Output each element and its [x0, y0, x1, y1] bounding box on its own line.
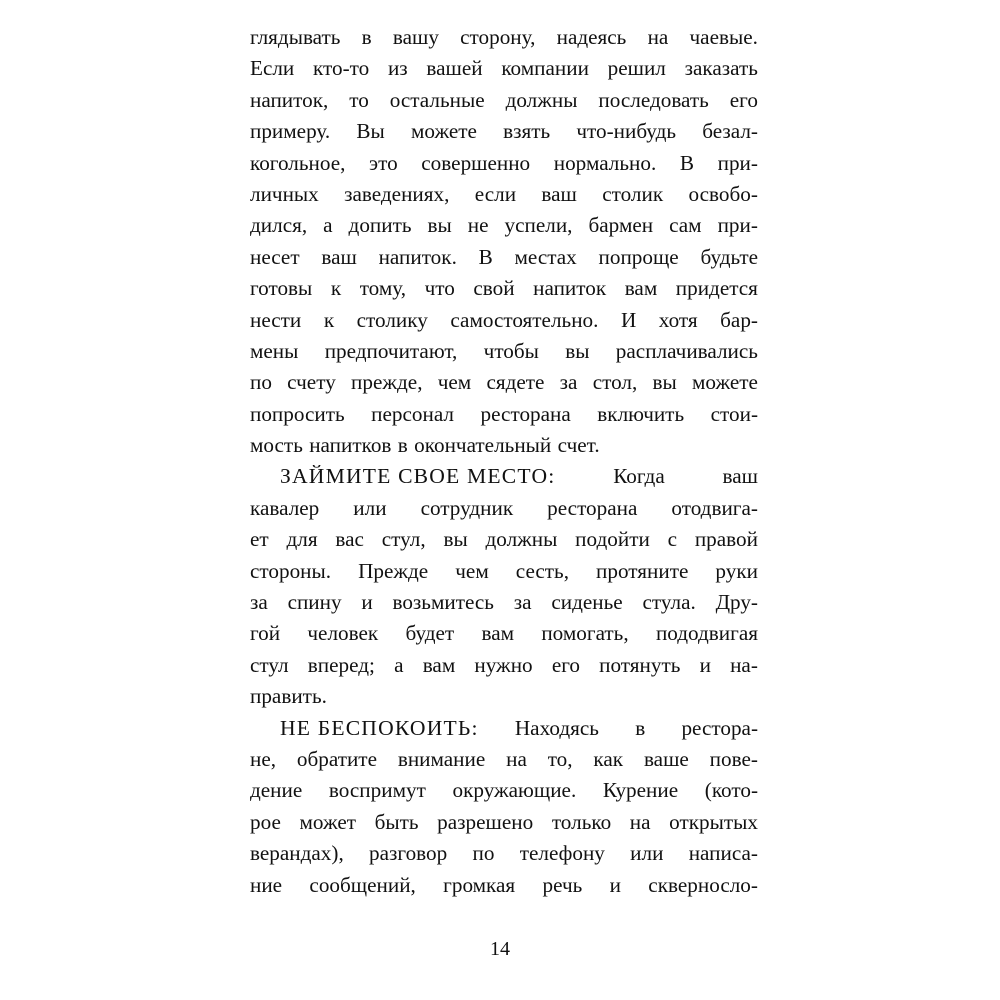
word: тому, — [359, 276, 407, 301]
word: столик — [602, 181, 664, 206]
word: нужно — [474, 652, 533, 677]
word: прежде, — [351, 370, 423, 395]
word: допить — [348, 213, 412, 238]
paragraph-line — [250, 179, 758, 210]
word: верандах), — [250, 841, 344, 866]
word: обратите — [296, 746, 377, 771]
word: заказать — [684, 56, 758, 81]
word: дение — [250, 778, 303, 803]
paragraph-line — [250, 681, 758, 712]
word: безал- — [702, 119, 758, 144]
word: попросить — [250, 401, 345, 426]
word: при- — [717, 213, 758, 238]
word: и — [609, 872, 621, 897]
word: пододвигая — [655, 621, 758, 646]
word: спину — [287, 590, 342, 615]
word: то, — [547, 746, 573, 771]
word: напитков — [309, 433, 392, 458]
word: будет — [405, 621, 455, 646]
word: рое — [250, 809, 281, 834]
word: вперед; — [307, 652, 375, 677]
word: напиток. — [378, 244, 457, 269]
word: Если — [250, 56, 295, 81]
word: стороны. — [250, 558, 332, 583]
word: вас — [335, 527, 364, 552]
word: если — [474, 181, 517, 206]
word: потянуть — [599, 652, 681, 677]
paragraph-line — [250, 210, 758, 241]
paragraph-run-in-heading: ЗАЙМИТЕ СВОЕ МЕСТО: — [280, 464, 556, 489]
word: кавалер — [250, 495, 320, 520]
paragraph-line — [250, 838, 758, 869]
page-number: 14 — [490, 938, 510, 960]
word: гой — [250, 621, 281, 646]
word: должны — [505, 87, 578, 112]
word: и — [699, 652, 711, 677]
word: за — [513, 590, 532, 615]
word: Дру- — [715, 590, 758, 615]
word: подойти — [575, 527, 650, 552]
word: его — [551, 652, 580, 677]
word: вашей — [426, 56, 483, 81]
word: придется — [675, 276, 758, 301]
word: не — [467, 213, 489, 238]
word: возьмитесь — [392, 590, 494, 615]
word: по — [250, 370, 272, 395]
word: пове- — [709, 746, 758, 771]
word: чаевые. — [689, 25, 758, 49]
word: сторону, — [460, 25, 536, 49]
word: совершенно — [421, 150, 531, 175]
word: это — [369, 150, 398, 175]
word: к — [330, 276, 342, 301]
word: сядете — [486, 370, 545, 395]
word: сотрудник — [420, 495, 514, 520]
word: скверносло- — [648, 872, 758, 897]
paragraph-line — [250, 53, 758, 84]
word: Курение — [602, 778, 679, 803]
word: глядывать — [250, 25, 341, 49]
word: расплачивались — [615, 338, 758, 363]
word: стои- — [710, 401, 758, 426]
word: быть — [374, 809, 419, 834]
word: стула. — [642, 590, 696, 615]
paragraph-line — [250, 650, 758, 681]
word: самостоятельно. — [450, 307, 599, 332]
paragraph-line — [250, 524, 758, 555]
word: свой — [473, 276, 515, 301]
word: написа- — [688, 841, 758, 866]
word: вы — [427, 213, 452, 238]
word: хотя — [658, 307, 698, 332]
word: готовы — [250, 276, 313, 301]
word: для — [286, 527, 318, 552]
paragraph-line — [250, 85, 758, 116]
word: открытых — [669, 809, 758, 834]
word: персонал — [371, 401, 455, 426]
word: включить — [597, 401, 685, 426]
word: при- — [717, 150, 758, 175]
word: ваше — [643, 746, 689, 771]
word: несет — [250, 244, 300, 269]
paragraph-line — [250, 116, 758, 147]
word: счету — [287, 370, 336, 395]
word: можете — [691, 370, 758, 395]
word: или — [630, 841, 664, 866]
word: на — [506, 746, 527, 771]
word: когольное, — [250, 150, 346, 175]
word: стул, — [381, 527, 426, 552]
paragraph-line — [250, 493, 758, 524]
word: чем — [455, 558, 489, 583]
word: или — [353, 495, 387, 520]
word: правой — [694, 527, 758, 552]
word: компании — [501, 56, 589, 81]
word: речь — [542, 872, 583, 897]
word: решил — [607, 56, 666, 81]
word: вашу — [392, 25, 439, 49]
word: чтобы — [483, 338, 539, 363]
word: чем — [437, 370, 472, 395]
word: вам — [624, 276, 658, 301]
word: к — [323, 307, 335, 332]
word: ваш — [541, 181, 577, 206]
word: бар- — [720, 307, 758, 332]
word: воспримут — [328, 778, 426, 803]
paragraph-line — [250, 336, 758, 367]
word: в — [635, 715, 646, 740]
word: как — [593, 746, 624, 771]
word: (кото- — [704, 778, 758, 803]
word: по — [472, 841, 495, 866]
word: только — [551, 809, 612, 834]
paragraph-line — [250, 273, 758, 304]
word: сам — [669, 213, 702, 238]
word: за — [250, 590, 268, 615]
word: столику — [356, 307, 428, 332]
word: вам — [422, 652, 456, 677]
paragraph-line — [250, 870, 758, 901]
word: на- — [730, 652, 758, 677]
word: громкая — [443, 872, 516, 897]
word: не, — [250, 746, 277, 771]
paragraph-line — [250, 587, 758, 618]
paragraph-line — [250, 367, 758, 398]
word: из — [387, 56, 408, 81]
paragraph-line — [250, 807, 758, 838]
word: ет — [250, 527, 269, 552]
word: помогать, — [541, 621, 629, 646]
page-text-column — [250, 22, 758, 901]
word: в — [361, 25, 372, 49]
word: бармен — [588, 213, 654, 238]
word: окружающие. — [452, 778, 577, 803]
paragraph-line — [250, 148, 758, 179]
word: освобо- — [688, 181, 758, 206]
word: личных — [250, 181, 319, 206]
word: вы — [652, 370, 677, 395]
word: сесть, — [515, 558, 569, 583]
word: протяните — [596, 558, 689, 583]
word: окончательный — [414, 433, 552, 458]
word: с — [667, 527, 678, 552]
word: Находясь — [514, 715, 599, 740]
paragraph-first-line — [250, 713, 758, 744]
word: заведениях, — [344, 181, 450, 206]
word: а — [394, 652, 404, 677]
word: отодвига- — [671, 495, 758, 520]
word: примеру. — [250, 119, 331, 144]
word: остальные — [389, 87, 485, 112]
word: на — [647, 25, 669, 49]
word: в — [397, 433, 408, 458]
word: кто-то — [313, 56, 370, 81]
word: стул — [250, 652, 289, 677]
word: вы — [565, 338, 590, 363]
paragraph-run-in-heading: НЕ БЕСПОКОИТЬ: — [280, 715, 479, 740]
word: дился, — [250, 213, 308, 238]
word: местах — [514, 244, 577, 269]
word: сиденье — [551, 590, 623, 615]
word: попроще — [598, 244, 679, 269]
word: успели, — [504, 213, 573, 238]
word: человек — [307, 621, 379, 646]
word: разговор — [369, 841, 448, 866]
word: сообщений, — [309, 872, 416, 897]
paragraph-line — [250, 305, 758, 336]
word: В — [679, 150, 695, 175]
paragraph-line — [250, 556, 758, 587]
word: разрешено — [437, 809, 534, 834]
word: может — [299, 809, 356, 834]
word: И — [620, 307, 637, 332]
word: за — [559, 370, 578, 395]
word: править. — [250, 684, 327, 709]
word: ресторана — [547, 495, 638, 520]
paragraph-line — [250, 399, 758, 430]
word: то — [349, 87, 369, 112]
word: и — [361, 590, 373, 615]
word: должны — [485, 527, 558, 552]
word: ресторана — [480, 401, 571, 426]
word: телефону — [519, 841, 605, 866]
word: надеясь — [556, 25, 627, 49]
paragraph-line — [250, 744, 758, 775]
word: напиток, — [250, 87, 329, 112]
word: мены — [250, 338, 299, 363]
word: нормально. — [553, 150, 657, 175]
word: стол, — [592, 370, 638, 395]
word: ресторa- — [681, 715, 758, 740]
word: внимание — [397, 746, 486, 771]
word: предпочитают, — [324, 338, 458, 363]
paragraph-first-line — [250, 22, 758, 53]
paragraph-line — [250, 430, 758, 461]
word: ваш — [321, 244, 357, 269]
paragraph-line — [250, 618, 758, 649]
word: его — [729, 87, 758, 112]
word: Прежде — [358, 558, 429, 583]
paragraph-first-line — [250, 461, 758, 492]
word: на — [629, 809, 651, 834]
word: можете — [410, 119, 477, 144]
paragraph-line — [250, 775, 758, 806]
word: вы — [443, 527, 468, 552]
word: что-нибудь — [576, 119, 677, 144]
word: ваш — [722, 464, 758, 489]
word: счет. — [557, 433, 600, 458]
word: мость — [250, 433, 303, 458]
word: что — [424, 276, 455, 301]
word: Вы — [356, 119, 385, 144]
word: будьте — [700, 244, 758, 269]
word: нести — [250, 307, 302, 332]
word: ние — [250, 872, 283, 897]
word: руки — [715, 558, 758, 583]
paragraph-line — [250, 242, 758, 273]
word: взять — [503, 119, 551, 144]
word: вам — [481, 621, 515, 646]
word: напиток — [533, 276, 607, 301]
word: последовать — [598, 87, 709, 112]
word: Когда — [613, 464, 665, 489]
word: В — [478, 244, 493, 269]
word: а — [323, 213, 333, 238]
